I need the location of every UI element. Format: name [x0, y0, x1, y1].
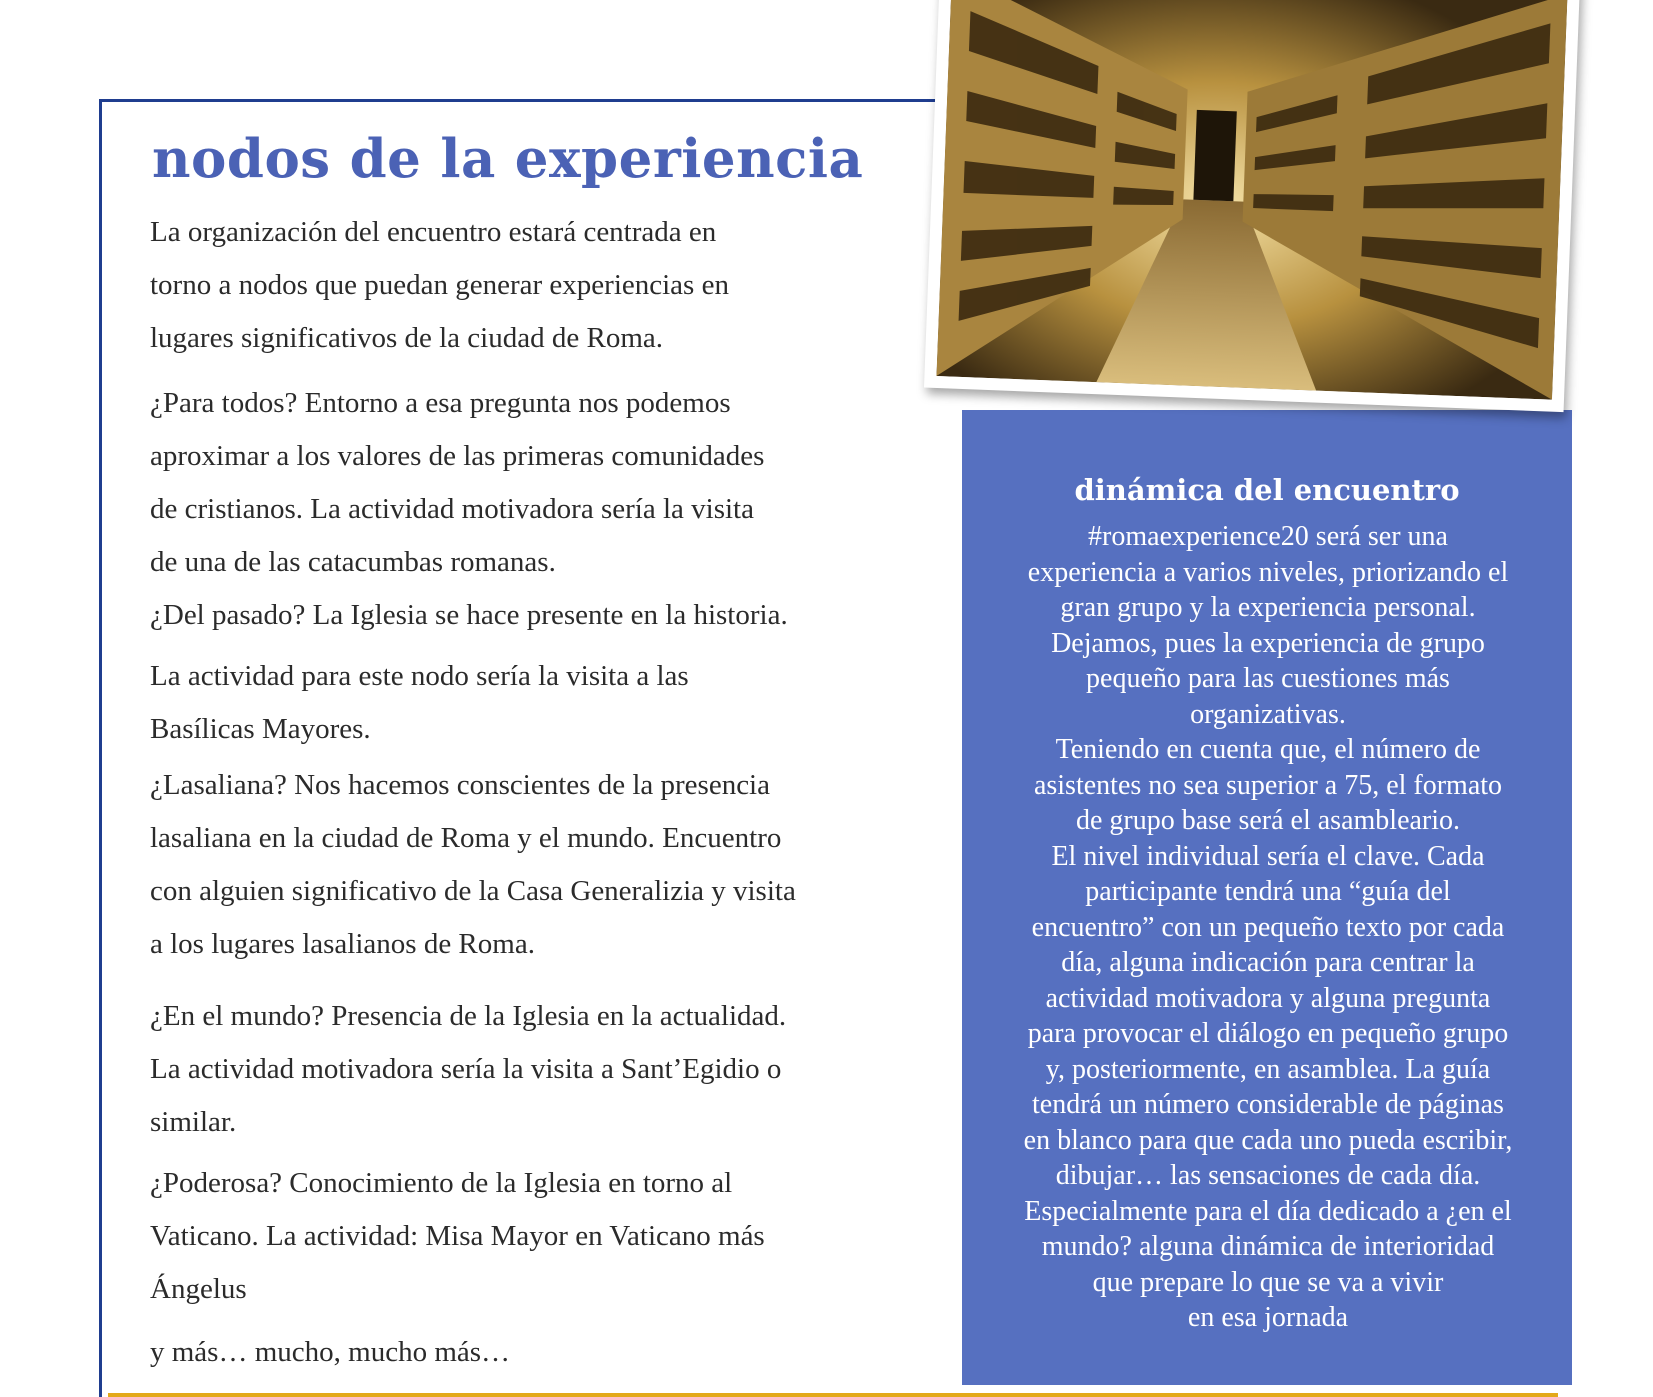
- text-line: con alguien significativo de la Casa Generalizia y visita: [150, 875, 796, 907]
- text-line: Ángelus: [150, 1273, 247, 1305]
- sidebar-line: mundo? alguna dinámica de interioridad: [1041, 1231, 1495, 1262]
- sidebar-line: tendrá un número considerable de páginas: [1032, 1089, 1504, 1120]
- text-line: lugares significativos de la ciudad de Roma.: [150, 322, 663, 354]
- text-line: La organización del encuentro estará centrada en: [150, 216, 717, 248]
- sidebar-line: asistentes no sea superior a 75, el formato: [1033, 769, 1503, 801]
- sidebar-line: participante tendrá una “guía del: [1085, 876, 1451, 907]
- sidebar-line: de grupo base será el asambleario.: [1075, 805, 1461, 836]
- frame-left-border: [99, 99, 102, 1397]
- sidebar-line: organizativas.: [1190, 698, 1346, 730]
- text-line: similar.: [150, 1106, 237, 1138]
- sidebar-line: #romaexperience20 será ser una: [1088, 521, 1448, 552]
- text-line: ¿En el mundo? Presencia de la Iglesia en la actualidad.: [150, 1000, 787, 1032]
- text-line: de una de las catacumbas romanas.: [150, 546, 556, 578]
- sidebar-line: en esa jornada: [1187, 1302, 1349, 1333]
- text-line: torno a nodos que puedan generar experiencias en: [150, 269, 729, 301]
- sidebar-line: en blanco para que cada uno pueda escribir,: [1023, 1124, 1513, 1156]
- sidebar-line: día, alguna indicación para centrar la: [1061, 947, 1475, 978]
- catacomb-photo: [924, 0, 1580, 412]
- text-line: ¿Lasaliana? Nos hacemos conscientes de la presencia: [150, 769, 770, 801]
- text-line: ¿Para todos? Entorno a esa pregunta nos podemos: [150, 387, 731, 419]
- sidebar-line: para provocar el diálogo en pequeño grupo: [1027, 1018, 1509, 1049]
- sidebar-line: pequeño para las cuestiones más: [1086, 663, 1450, 694]
- text-line: lasaliana en la ciudad de Roma y el mundo. Encuentro: [150, 822, 782, 854]
- text-line: a los lugares lasalianos de Roma.: [150, 928, 535, 960]
- sidebar-line: El nivel individual sería el clave. Cada: [1051, 840, 1485, 872]
- bottom-rule: [108, 1393, 1558, 1397]
- sidebar-title: dinámica del encuentro: [1074, 473, 1460, 507]
- main-text: [150, 206, 890, 1379]
- sidebar-line: actividad motivadora y alguna pregunta: [1045, 982, 1491, 1014]
- text-line: ¿Del pasado? La Iglesia se hace presente en la historia.: [150, 599, 788, 631]
- sidebar-line: dibujar… las sensaciones de cada día.: [1055, 1160, 1481, 1191]
- page-title: nodos de la experiencia: [152, 128, 864, 190]
- sidebar-line: Dejamos, pues la experiencia de grupo: [1051, 627, 1485, 659]
- text-line: y más… mucho, mucho más…: [150, 1336, 511, 1368]
- text-line: aproximar a los valores de las primeras comunidades: [150, 440, 765, 472]
- text-line: Vaticano. La actividad: Misa Mayor en Vaticano más: [150, 1220, 765, 1252]
- sidebar-line: gran grupo y la experiencia personal.: [1060, 592, 1476, 623]
- text-line: de cristianos. La actividad motivadora sería la visita: [150, 493, 754, 525]
- sidebar-line: que prepare lo que se va a vivir: [1092, 1266, 1444, 1298]
- catacomb-illustration: [936, 0, 1567, 400]
- sidebar-line: y, posteriormente, en asamblea. La guía: [1045, 1053, 1491, 1085]
- sidebar-text: [978, 519, 1558, 1336]
- frame-top-border: [99, 99, 969, 102]
- sidebar-line: Teniendo en cuenta que, el número de: [1055, 734, 1481, 765]
- text-line: ¿Poderosa? Conocimiento de la Iglesia en torno al: [150, 1167, 733, 1199]
- sidebar-line: experiencia a varios niveles, priorizando el: [1027, 556, 1509, 588]
- text-line: La actividad para este nodo sería la visita a las: [150, 660, 689, 692]
- sidebar-line: encuentro” con un pequeño texto por cada: [1031, 911, 1505, 943]
- sidebar-line: Especialmente para el día dedicado a ¿en el: [1024, 1195, 1512, 1227]
- text-line: Basílicas Mayores.: [150, 713, 371, 745]
- text-line: La actividad motivadora sería la visita a Sant’Egidio o: [150, 1053, 782, 1085]
